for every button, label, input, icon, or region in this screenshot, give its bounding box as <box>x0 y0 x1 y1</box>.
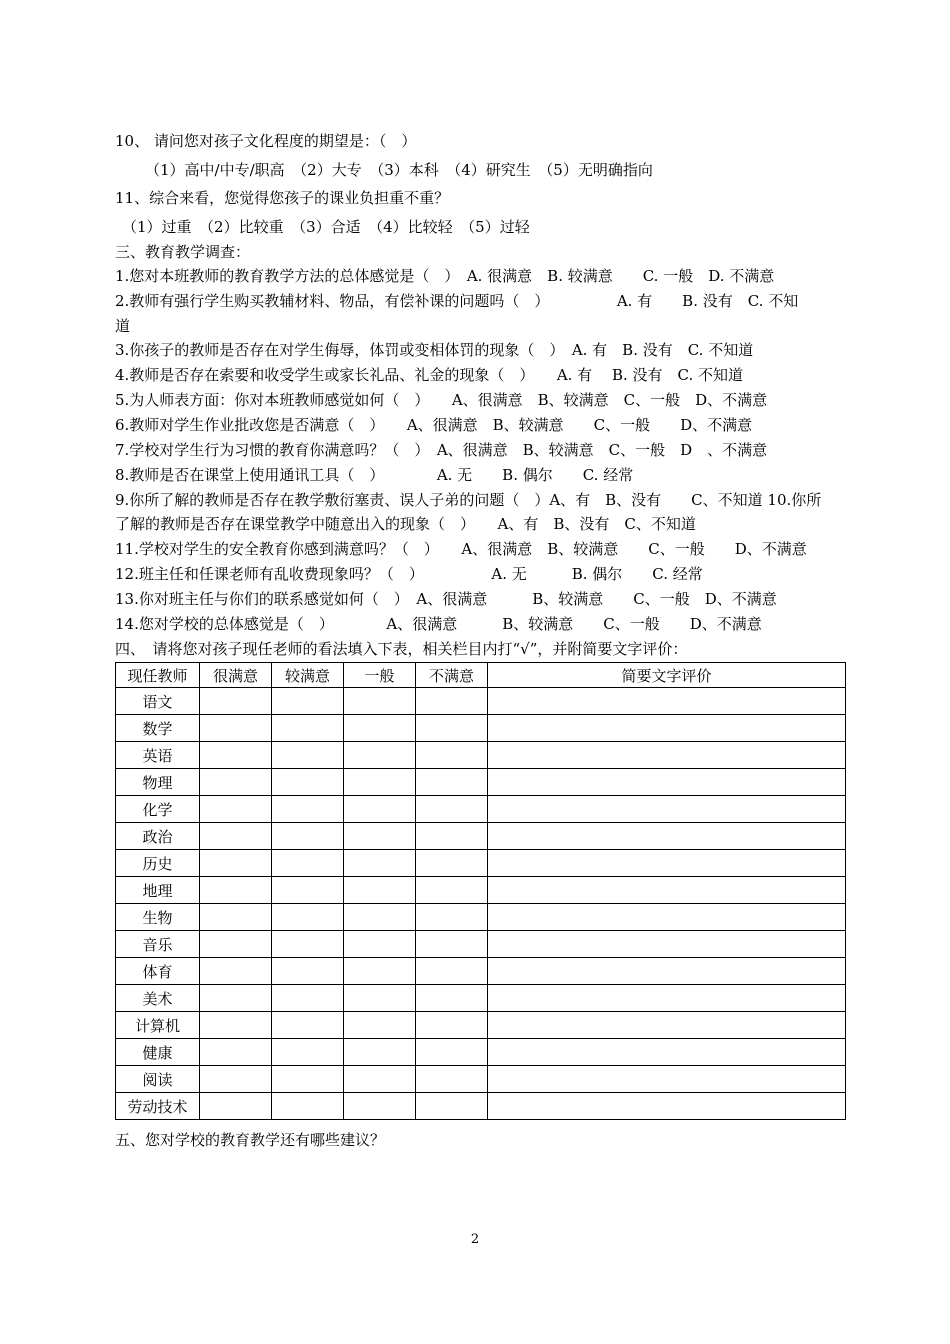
header-average: 一般 <box>344 663 416 688</box>
table-row <box>116 1066 846 1093</box>
question-10: 10、 请问您对孩子文化程度的期望是：（ ） <box>115 132 417 150</box>
page-number: 2 <box>470 1232 480 1247</box>
table-row <box>116 877 846 904</box>
satisfied-cell[interactable] <box>272 823 344 850</box>
table-row <box>116 769 846 796</box>
subject-name: 美术 <box>116 985 200 1012</box>
header-teacher: 现任教师 <box>116 663 200 688</box>
average-cell[interactable] <box>344 769 416 796</box>
subject-name: 体育 <box>116 958 200 985</box>
satisfied-cell[interactable] <box>272 715 344 742</box>
subject-name: 计算机 <box>116 1012 200 1039</box>
survey-item-10: 了解的教师是否存在课堂教学中随意出入的现象（ ） A、有 B、没有 C、不知道 <box>115 515 696 533</box>
subject-name: 劳动技术 <box>116 1093 200 1120</box>
unsatisfied-cell[interactable] <box>416 823 488 850</box>
unsatisfied-cell[interactable] <box>416 796 488 823</box>
satisfied-cell[interactable] <box>272 796 344 823</box>
survey-item-4: 4.教师是否存在索要和收受学生或家长礼品、礼金的现象（ ） A. 有 B. 没有 C. 不知道 <box>115 366 743 384</box>
subject-name: 音乐 <box>116 931 200 958</box>
average-cell[interactable] <box>344 796 416 823</box>
unsatisfied-cell[interactable] <box>416 1093 488 1120</box>
average-cell[interactable] <box>344 823 416 850</box>
table-row <box>116 1093 846 1120</box>
survey-item-2-cont: 道 <box>115 317 131 335</box>
subject-name: 阅读 <box>116 1066 200 1093</box>
subject-name: 物理 <box>116 769 200 796</box>
comment-cell[interactable] <box>488 931 846 958</box>
average-cell[interactable] <box>344 1093 416 1120</box>
average-cell[interactable] <box>344 850 416 877</box>
survey-item-13: 13.你对班主任与你们的联系感觉如何（ ） A、很满意 B、较满意 C、一般 D、不满意 <box>115 590 777 608</box>
comment-cell[interactable] <box>488 742 846 769</box>
average-cell[interactable] <box>344 688 416 715</box>
table-row <box>116 715 846 742</box>
comment-cell[interactable] <box>488 823 846 850</box>
comment-cell[interactable] <box>488 688 846 715</box>
satisfied-cell[interactable] <box>272 985 344 1012</box>
unsatisfied-cell[interactable] <box>416 1039 488 1066</box>
table-row <box>116 850 846 877</box>
survey-item-1: 1.您对本班教师的教育教学方法的总体感觉是（ ） A. 很满意 B. 较满意 C. 一般 D. 不满意 <box>115 267 775 285</box>
unsatisfied-cell[interactable] <box>416 1066 488 1093</box>
subject-name: 数学 <box>116 715 200 742</box>
section-3-heading: 三、教育教学调查： <box>115 243 251 261</box>
comment-cell[interactable] <box>488 850 846 877</box>
comment-cell[interactable] <box>488 796 846 823</box>
table-row <box>116 823 846 850</box>
satisfied-cell[interactable] <box>272 688 344 715</box>
survey-item-3: 3.你孩子的教师是否存在对学生侮辱，体罚或变相体罚的现象（ ） A. 有 B. 没有 C. 不知道 <box>115 341 754 359</box>
unsatisfied-cell[interactable] <box>416 877 488 904</box>
average-cell[interactable] <box>344 904 416 931</box>
very-satisfied-cell[interactable] <box>200 1093 272 1120</box>
very-satisfied-cell[interactable] <box>200 715 272 742</box>
unsatisfied-cell[interactable] <box>416 769 488 796</box>
table-header-row <box>116 663 846 688</box>
survey-item-5: 5.为人师表方面：你对本班教师感觉如何（ ） A、很满意 B、较满意 C、一般 D、不满意 <box>115 391 768 409</box>
comment-cell[interactable] <box>488 877 846 904</box>
comment-cell[interactable] <box>488 769 846 796</box>
average-cell[interactable] <box>344 1039 416 1066</box>
table-row <box>116 1039 846 1066</box>
subject-name: 地理 <box>116 877 200 904</box>
very-satisfied-cell[interactable] <box>200 958 272 985</box>
table-row <box>116 796 846 823</box>
comment-cell[interactable] <box>488 1039 846 1066</box>
very-satisfied-cell[interactable] <box>200 850 272 877</box>
very-satisfied-cell[interactable] <box>200 1066 272 1093</box>
unsatisfied-cell[interactable] <box>416 688 488 715</box>
average-cell[interactable] <box>344 742 416 769</box>
satisfied-cell[interactable] <box>272 1039 344 1066</box>
survey-item-11: 11.学校对学生的安全教育你感到满意吗？（ ） A、很满意 B、较满意 C、一般 D、不满意 <box>115 540 807 558</box>
average-cell[interactable] <box>344 1066 416 1093</box>
survey-item-14: 14.您对学校的总体感觉是（ ） A、很满意 B、较满意 C、一般 D、不满意 <box>115 615 762 633</box>
unsatisfied-cell[interactable] <box>416 715 488 742</box>
unsatisfied-cell[interactable] <box>416 742 488 769</box>
average-cell[interactable] <box>344 985 416 1012</box>
section-4-heading: 四、 请将您对孩子现任老师的看法填入下表，相关栏目内打“√”，并附简要文字评价： <box>115 640 688 658</box>
satisfied-cell[interactable] <box>272 850 344 877</box>
table-row <box>116 742 846 769</box>
survey-item-9: 9.你所了解的教师是否存在教学敷衍塞责、误人子弟的问题（ ）A、有 B、没有 C、不知道 10.你所 <box>115 491 822 509</box>
comment-cell[interactable] <box>488 1066 846 1093</box>
question-10-options: （1）高中/中专/职高 （2）大专 （3）本科 （4）研究生 （5）无明确指向 <box>145 161 653 179</box>
comment-cell[interactable] <box>488 1093 846 1120</box>
section-5-question: 五、您对学校的教育教学还有哪些建议？ <box>115 1131 386 1149</box>
teacher-evaluation-table <box>115 662 846 1120</box>
satisfied-cell[interactable] <box>272 742 344 769</box>
table-row <box>116 985 846 1012</box>
subject-name: 英语 <box>116 742 200 769</box>
header-very-satisfied: 很满意 <box>200 663 272 688</box>
very-satisfied-cell[interactable] <box>200 688 272 715</box>
survey-item-2: 2.教师有强行学生购买教辅材料、物品，有偿补课的问题吗（ ） A. 有 B. 没有 C. 不知 <box>115 292 799 310</box>
comment-cell[interactable] <box>488 1012 846 1039</box>
very-satisfied-cell[interactable] <box>200 931 272 958</box>
satisfied-cell[interactable] <box>272 931 344 958</box>
subject-name: 生物 <box>116 904 200 931</box>
very-satisfied-cell[interactable] <box>200 823 272 850</box>
satisfied-cell[interactable] <box>272 904 344 931</box>
subject-name: 健康 <box>116 1039 200 1066</box>
header-comment: 简要文字评价 <box>488 663 846 688</box>
very-satisfied-cell[interactable] <box>200 796 272 823</box>
satisfied-cell[interactable] <box>272 1093 344 1120</box>
table-row <box>116 1012 846 1039</box>
satisfied-cell[interactable] <box>272 1066 344 1093</box>
question-11-options: （1）过重 （2）比较重 （3）合适 （4）比较轻 （5）过轻 <box>122 218 530 236</box>
satisfied-cell[interactable] <box>272 877 344 904</box>
unsatisfied-cell[interactable] <box>416 931 488 958</box>
satisfied-cell[interactable] <box>272 769 344 796</box>
survey-item-12: 12.班主任和任课老师有乱收费现象吗？（ ） A. 无 B. 偶尔 C. 经常 <box>115 565 703 583</box>
survey-item-8: 8.教师是否在课堂上使用通讯工具（ ） A. 无 B. 偶尔 C. 经常 <box>115 466 634 484</box>
satisfied-cell[interactable] <box>272 958 344 985</box>
comment-cell[interactable] <box>488 904 846 931</box>
comment-cell[interactable] <box>488 715 846 742</box>
question-11: 11、综合来看，您觉得您孩子的课业负担重不重？ <box>115 189 450 207</box>
satisfied-cell[interactable] <box>272 1012 344 1039</box>
unsatisfied-cell[interactable] <box>416 958 488 985</box>
subject-name: 政治 <box>116 823 200 850</box>
average-cell[interactable] <box>344 877 416 904</box>
unsatisfied-cell[interactable] <box>416 985 488 1012</box>
very-satisfied-cell[interactable] <box>200 904 272 931</box>
average-cell[interactable] <box>344 715 416 742</box>
average-cell[interactable] <box>344 931 416 958</box>
survey-item-6: 6.教师对学生作业批改您是否满意（ ） A、很满意 B、较满意 C、一般 D、不满意 <box>115 416 753 434</box>
average-cell[interactable] <box>344 958 416 985</box>
very-satisfied-cell[interactable] <box>200 742 272 769</box>
table-row <box>116 904 846 931</box>
average-cell[interactable] <box>344 1012 416 1039</box>
very-satisfied-cell[interactable] <box>200 985 272 1012</box>
table-row <box>116 688 846 715</box>
subject-name: 化学 <box>116 796 200 823</box>
header-unsatisfied: 不满意 <box>416 663 488 688</box>
table-row <box>116 958 846 985</box>
table-body <box>116 688 846 1120</box>
header-satisfied: 较满意 <box>272 663 344 688</box>
very-satisfied-cell[interactable] <box>200 769 272 796</box>
very-satisfied-cell[interactable] <box>200 1039 272 1066</box>
comment-cell[interactable] <box>488 985 846 1012</box>
comment-cell[interactable] <box>488 958 846 985</box>
subject-name: 语文 <box>116 688 200 715</box>
subject-name: 历史 <box>116 850 200 877</box>
unsatisfied-cell[interactable] <box>416 850 488 877</box>
table-row <box>116 931 846 958</box>
unsatisfied-cell[interactable] <box>416 904 488 931</box>
survey-item-7: 7.学校对学生行为习惯的教育你满意吗？（ ） A、很满意 B、较满意 C、一般 D 、不满意 <box>115 441 768 459</box>
very-satisfied-cell[interactable] <box>200 1012 272 1039</box>
very-satisfied-cell[interactable] <box>200 877 272 904</box>
unsatisfied-cell[interactable] <box>416 1012 488 1039</box>
